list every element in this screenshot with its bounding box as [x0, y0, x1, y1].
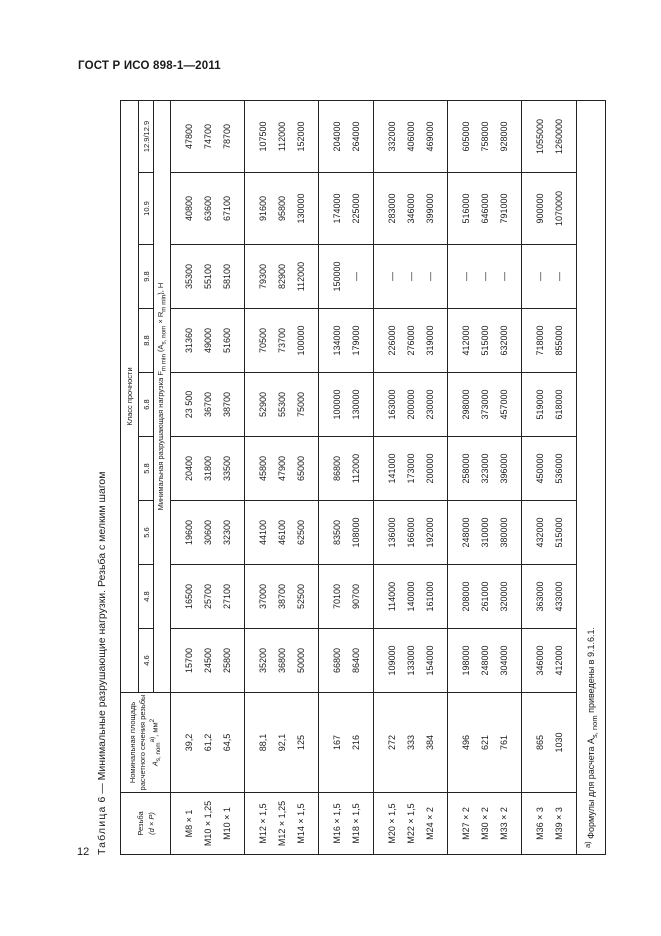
area-cell: 384 — [420, 693, 448, 793]
load-cell: — — [522, 245, 549, 309]
load-cell: 45800 — [245, 437, 272, 501]
area-cell: 167 — [319, 693, 346, 793]
load-cell: — — [374, 245, 401, 309]
thread-cell: M30 × 2 — [475, 793, 494, 855]
load-cell: 791000 — [494, 173, 522, 245]
load-cell: 225000 — [346, 173, 374, 245]
load-cell: 469000 — [420, 101, 448, 173]
area-cell: 125 — [291, 693, 319, 793]
load-cell: 40800 — [171, 173, 199, 245]
table-row — [319, 101, 346, 855]
table-row — [171, 101, 199, 855]
load-cell: 173000 — [401, 437, 420, 501]
footnote: $^{a)}$ Формулы для расчета $A_{s, nom}$ приведены в 9.1.6.1. — [577, 101, 606, 855]
load-cell: 605000 — [448, 101, 475, 173]
load-cell: 310000 — [475, 501, 494, 565]
thread-cell: M24 × 2 — [420, 793, 448, 855]
load-cell: 52500 — [291, 565, 319, 629]
load-cell: 261000 — [475, 565, 494, 629]
min-breaking-load-table — [120, 100, 606, 855]
load-cell: 264000 — [346, 101, 374, 173]
thread-cell: M20 × 1,5 — [374, 793, 401, 855]
table-row — [374, 101, 401, 855]
load-cell: 100000 — [319, 373, 346, 437]
load-cell: 74700 — [198, 101, 217, 173]
thread-cell: M14 × 1,5 — [291, 793, 319, 855]
load-cell: 632000 — [494, 309, 522, 373]
load-cell: 150000 — [319, 245, 346, 309]
load-cell: 433000 — [549, 565, 577, 629]
load-cell: 276000 — [401, 309, 420, 373]
load-cell: 163000 — [374, 373, 401, 437]
thread-cell: M10 × 1 — [217, 793, 245, 855]
table-row — [198, 101, 217, 855]
load-cell: 154000 — [420, 629, 448, 693]
load-cell: 457000 — [494, 373, 522, 437]
load-cell: — — [401, 245, 420, 309]
load-cell: 519000 — [522, 373, 549, 437]
load-cell: 70500 — [245, 309, 272, 373]
area-cell: 39,2 — [171, 693, 199, 793]
load-cell: 1055000 — [522, 101, 549, 173]
load-cell: 83500 — [319, 501, 346, 565]
thread-column-header — [121, 793, 171, 855]
load-cell: 38700 — [272, 565, 291, 629]
page-number: 12 — [77, 846, 90, 858]
thread-cell: M36 × 3 — [522, 793, 549, 855]
load-cell: 70100 — [319, 565, 346, 629]
document-header: ГОСТ Р ИСО 898-1—2011 — [78, 60, 221, 72]
thread-cell: M12 × 1,5 — [245, 793, 272, 855]
load-cell: 230000 — [420, 373, 448, 437]
area-cell: 496 — [448, 693, 475, 793]
load-cell: 19600 — [171, 501, 199, 565]
load-cell: 108000 — [346, 501, 374, 565]
load-cell: 1260000 — [549, 101, 577, 173]
load-cell: 323000 — [475, 437, 494, 501]
load-cell: 346000 — [401, 173, 420, 245]
load-cell: 25700 — [198, 565, 217, 629]
load-cell: 24500 — [198, 629, 217, 693]
load-cell: 134000 — [319, 309, 346, 373]
table-caption — [96, 472, 108, 855]
load-cell: 32300 — [217, 501, 245, 565]
load-cell: 192000 — [420, 501, 448, 565]
load-cell: 36700 — [198, 373, 217, 437]
thread-cell: M12 × 1,25 — [272, 793, 291, 855]
load-cell: 166000 — [401, 501, 420, 565]
load-cell: 112000 — [272, 101, 291, 173]
load-cell: 30600 — [198, 501, 217, 565]
load-cell: 78700 — [217, 101, 245, 173]
load-cell: — — [346, 245, 374, 309]
load-cell: 114000 — [374, 565, 401, 629]
table-row — [291, 101, 319, 855]
load-cell: 304000 — [494, 629, 522, 693]
load-cell: 226000 — [374, 309, 401, 373]
thread-cell: M10 × 1,25 — [198, 793, 217, 855]
area-header-line3: $A_{s, nom}^{a)}$, $мм^2$ — [148, 718, 162, 767]
load-cell: 73700 — [272, 309, 291, 373]
table-row — [401, 101, 420, 855]
load-cell: 174000 — [319, 173, 346, 245]
load-cell: 130000 — [346, 373, 374, 437]
load-cell: 319000 — [420, 309, 448, 373]
load-cell: 90700 — [346, 565, 374, 629]
load-cell: 51600 — [217, 309, 245, 373]
thread-cell: M39 × 3 — [549, 793, 577, 855]
load-cell: — — [448, 245, 475, 309]
load-cell: 432000 — [522, 501, 549, 565]
load-cell: 536000 — [549, 437, 577, 501]
load-cell: 23 500 — [171, 373, 199, 437]
load-cell: 646000 — [475, 173, 494, 245]
class-header-cell: 9.8 — [139, 245, 154, 309]
thread-cell: M18 × 1,5 — [346, 793, 374, 855]
load-cell: 79300 — [245, 245, 272, 309]
table-row — [494, 101, 522, 855]
load-cell: 133000 — [401, 629, 420, 693]
load-cell: 66800 — [319, 629, 346, 693]
load-cell: 516000 — [448, 173, 475, 245]
load-cell: 198000 — [448, 629, 475, 693]
load-cell: 65000 — [291, 437, 319, 501]
load-cell: 86400 — [346, 629, 374, 693]
load-cell: 36800 — [272, 629, 291, 693]
class-header-cell: 10.9 — [139, 173, 154, 245]
caption-label: Таблица — [96, 805, 108, 855]
load-cell: 47900 — [272, 437, 291, 501]
load-cell: 855000 — [549, 309, 577, 373]
area-cell: 64,5 — [217, 693, 245, 793]
load-cell: 62500 — [291, 501, 319, 565]
load-cell: 283000 — [374, 173, 401, 245]
load-cell: 412000 — [549, 629, 577, 693]
load-cell: 161000 — [420, 565, 448, 629]
load-cell: 49000 — [198, 309, 217, 373]
strength-class-header: Класс прочности — [121, 101, 139, 693]
load-header: Минимальная разрушающая нагрузка $F_{m min}$ $(A_{s, nom} \times R_{m min})$, Н — [154, 101, 171, 693]
load-cell: 58100 — [217, 245, 245, 309]
area-cell: 216 — [346, 693, 374, 793]
load-cell: 95800 — [272, 173, 291, 245]
class-header-cell: 12.9/12.9 — [139, 101, 154, 173]
load-cell: 152000 — [291, 101, 319, 173]
thread-cell: M33 × 2 — [494, 793, 522, 855]
thread-cell: M16 × 1,5 — [319, 793, 346, 855]
load-cell: — — [475, 245, 494, 309]
load-cell: 200000 — [401, 373, 420, 437]
load-cell: 20400 — [171, 437, 199, 501]
load-cell: 258000 — [448, 437, 475, 501]
load-cell: 55100 — [198, 245, 217, 309]
table-row — [420, 101, 448, 855]
load-cell: 55300 — [272, 373, 291, 437]
load-cell: 718000 — [522, 309, 549, 373]
load-cell: 332000 — [374, 101, 401, 173]
table-row — [522, 101, 549, 855]
load-cell: 200000 — [420, 437, 448, 501]
load-cell: 380000 — [494, 501, 522, 565]
area-cell: 88,1 — [245, 693, 272, 793]
load-cell: 618000 — [549, 373, 577, 437]
area-column-header — [121, 693, 171, 793]
load-cell: 31800 — [198, 437, 217, 501]
load-cell: 141000 — [374, 437, 401, 501]
load-cell: 450000 — [522, 437, 549, 501]
load-cell: 396000 — [494, 437, 522, 501]
load-cell: — — [549, 245, 577, 309]
load-cell: 100000 — [291, 309, 319, 373]
load-cell: 31360 — [171, 309, 199, 373]
load-cell: 46100 — [272, 501, 291, 565]
load-cell: 63600 — [198, 173, 217, 245]
load-cell: 27100 — [217, 565, 245, 629]
footnote-row — [577, 101, 606, 855]
load-cell: 758000 — [475, 101, 494, 173]
class-header-cell: 4.6 — [139, 629, 154, 693]
load-cell: 67100 — [217, 173, 245, 245]
load-cell: 52900 — [245, 373, 272, 437]
load-cell: 1070000 — [549, 173, 577, 245]
area-cell: 1030 — [549, 693, 577, 793]
load-cell: 140000 — [401, 565, 420, 629]
load-cell: 47800 — [171, 101, 199, 173]
load-cell: 35300 — [171, 245, 199, 309]
class-header-cell: 4.8 — [139, 565, 154, 629]
load-cell: 515000 — [549, 501, 577, 565]
area-cell: 761 — [494, 693, 522, 793]
area-header-line2: расчетного сечения резьбы — [137, 694, 147, 791]
area-cell: 621 — [475, 693, 494, 793]
load-cell: — — [420, 245, 448, 309]
load-cell: 82900 — [272, 245, 291, 309]
table-row — [549, 101, 577, 855]
table-row — [217, 101, 245, 855]
load-cell: 15700 — [171, 629, 199, 693]
load-cell: 91600 — [245, 173, 272, 245]
rotated-table-block — [94, 85, 599, 865]
area-cell: 272 — [374, 693, 401, 793]
load-cell: 86800 — [319, 437, 346, 501]
table-row — [272, 101, 291, 855]
load-cell: 109000 — [374, 629, 401, 693]
class-header-cell: 5.6 — [139, 501, 154, 565]
area-cell: 865 — [522, 693, 549, 793]
load-cell: 112000 — [291, 245, 319, 309]
load-cell: 130000 — [291, 173, 319, 245]
load-cell: 248000 — [448, 501, 475, 565]
load-cell: 204000 — [319, 101, 346, 173]
table-row — [475, 101, 494, 855]
load-cell: 346000 — [522, 629, 549, 693]
class-header-cell: 8.8 — [139, 309, 154, 373]
thread-cell: M8 × 1 — [171, 793, 199, 855]
load-cell: 298000 — [448, 373, 475, 437]
table-row — [346, 101, 374, 855]
table-row — [448, 101, 475, 855]
load-cell: 16500 — [171, 565, 199, 629]
load-cell: 363000 — [522, 565, 549, 629]
thread-header-notation: (d × P) — [146, 812, 156, 835]
load-cell: 412000 — [448, 309, 475, 373]
load-cell: 136000 — [374, 501, 401, 565]
class-header-cell: 6.8 — [139, 373, 154, 437]
load-cell: 208000 — [448, 565, 475, 629]
load-cell: 399000 — [420, 173, 448, 245]
area-cell: 333 — [401, 693, 420, 793]
load-cell: 25800 — [217, 629, 245, 693]
caption-text: 6 — Минимальные разрушающие нагрузки. Резьба с мелким шагом — [96, 471, 108, 806]
load-cell: 107500 — [245, 101, 272, 173]
load-cell: 928000 — [494, 101, 522, 173]
load-cell: 37000 — [245, 565, 272, 629]
load-cell: 112000 — [346, 437, 374, 501]
load-cell: 320000 — [494, 565, 522, 629]
load-cell: 33500 — [217, 437, 245, 501]
load-cell: 900000 — [522, 173, 549, 245]
thread-cell: M27 × 2 — [448, 793, 475, 855]
area-cell: 61,2 — [198, 693, 217, 793]
load-cell: 179000 — [346, 309, 374, 373]
load-cell: — — [494, 245, 522, 309]
load-cell: 38700 — [217, 373, 245, 437]
table-row — [245, 101, 272, 855]
load-cell: 50000 — [291, 629, 319, 693]
thread-header-label: Резьба — [135, 811, 145, 836]
load-cell: 44100 — [245, 501, 272, 565]
load-cell: 248000 — [475, 629, 494, 693]
load-cell: 75000 — [291, 373, 319, 437]
area-header-line1: Номинальная площадь — [127, 701, 137, 784]
load-cell: 373000 — [475, 373, 494, 437]
load-cell: 406000 — [401, 101, 420, 173]
load-cell: 35200 — [245, 629, 272, 693]
area-cell: 92,1 — [272, 693, 291, 793]
load-cell: 515000 — [475, 309, 494, 373]
thread-cell: M22 × 1,5 — [401, 793, 420, 855]
class-header-cell: 5.8 — [139, 437, 154, 501]
